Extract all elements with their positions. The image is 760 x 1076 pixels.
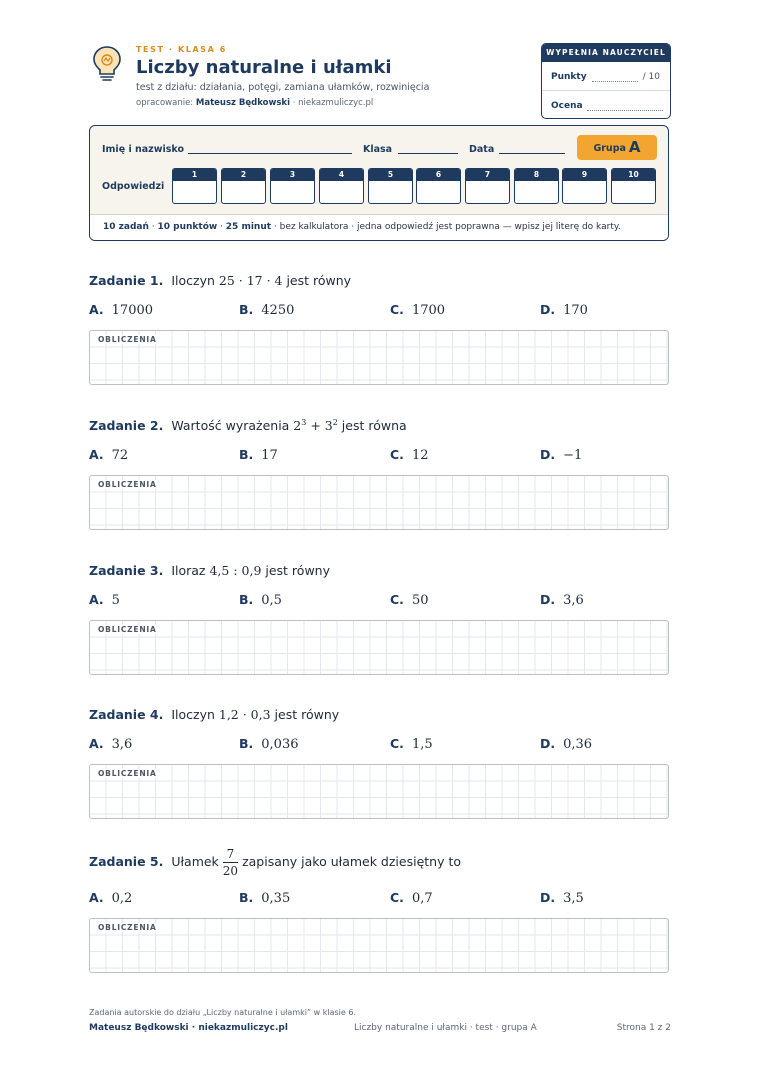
task-1-option-a bbox=[89, 302, 153, 318]
task-number: Zadanie 4. bbox=[89, 707, 164, 722]
option-value: 170 bbox=[563, 303, 588, 318]
base: 2 bbox=[293, 418, 302, 434]
base: 3 bbox=[324, 418, 333, 434]
name-field[interactable] bbox=[188, 153, 352, 154]
points-field[interactable] bbox=[592, 81, 638, 82]
credits-suffix: · niekazmuliczyc.pl bbox=[290, 98, 374, 108]
lightbulb-icon bbox=[90, 44, 124, 82]
option-value: 0,36 bbox=[563, 737, 593, 752]
instr-time: 25 minut bbox=[225, 222, 272, 232]
task-2-option-b bbox=[239, 447, 278, 463]
task-5-option-c bbox=[390, 890, 433, 906]
option-value: −1 bbox=[563, 448, 583, 463]
task-text: Iloczyn bbox=[171, 707, 219, 722]
option-value: 3,6 bbox=[563, 593, 584, 608]
option-value: 0,35 bbox=[261, 891, 291, 906]
task-2-question bbox=[89, 418, 407, 433]
task-5-option-d bbox=[540, 890, 584, 906]
footer-note: Zadania autorskie do działu „Liczby naturalne i ułamki” w klasie 6. bbox=[89, 1008, 356, 1017]
task-text: jest równa bbox=[337, 418, 407, 434]
calc-label: OBLICZENIA bbox=[98, 923, 157, 932]
option-letter: C. bbox=[390, 736, 404, 751]
credits-prefix: opracowanie: bbox=[136, 98, 196, 108]
exponent: 3 bbox=[301, 418, 307, 427]
task-3-option-d bbox=[540, 592, 584, 608]
task-4-option-b bbox=[239, 736, 299, 752]
answer-number: 5 bbox=[369, 169, 412, 181]
option-value: 0,7 bbox=[411, 891, 433, 906]
grade-field[interactable] bbox=[587, 110, 663, 111]
calc-label: OBLICZENIA bbox=[98, 480, 157, 489]
credits-author: Mateusz Będkowski bbox=[195, 98, 291, 108]
points-row bbox=[542, 62, 670, 90]
option-letter: D. bbox=[540, 890, 556, 905]
option-letter: A. bbox=[89, 447, 104, 462]
task-5-question bbox=[89, 846, 461, 879]
task-1-calc-area[interactable] bbox=[89, 330, 669, 385]
option-letter: B. bbox=[239, 447, 254, 462]
option-letter: B. bbox=[239, 890, 254, 905]
answer-number: 3 bbox=[271, 169, 314, 181]
answer-box-7[interactable] bbox=[465, 168, 510, 204]
instr-rest: · bez kalkulatora · jedna odpowiedź jest poprawna — wpisz jej literę do karty. bbox=[271, 222, 621, 232]
answer-number: 9 bbox=[563, 169, 606, 181]
task-text: Ułamek bbox=[171, 854, 219, 869]
exponent: 2 bbox=[332, 418, 338, 427]
task-text: Iloraz bbox=[171, 563, 210, 578]
task-number: Zadanie 5. bbox=[89, 854, 164, 869]
answer-box-10[interactable] bbox=[611, 168, 656, 204]
fraction-numerator: 7 bbox=[226, 847, 235, 861]
class-label: Klasa bbox=[363, 144, 393, 155]
instr-tasks: 10 zadań bbox=[103, 222, 149, 232]
task-number: Zadanie 2. bbox=[89, 418, 164, 434]
option-letter: B. bbox=[239, 736, 254, 751]
option-letter: D. bbox=[540, 592, 556, 607]
answer-box-4[interactable] bbox=[319, 168, 364, 204]
option-value: 5 bbox=[111, 593, 120, 608]
task-math bbox=[293, 418, 338, 433]
option-letter: D. bbox=[540, 736, 556, 751]
teacher-box-heading: WYPEŁNIA NAUCZYCIEL bbox=[542, 44, 670, 62]
answer-box-9[interactable] bbox=[562, 168, 607, 204]
task-3-option-c bbox=[390, 592, 428, 608]
task-math: 25 · 17 · 4 bbox=[218, 273, 283, 288]
task-4-option-a bbox=[89, 736, 132, 752]
option-value: 72 bbox=[111, 448, 129, 463]
task-text: Iloczyn bbox=[171, 273, 219, 288]
task-4-question bbox=[89, 707, 339, 722]
points-label: Punkty bbox=[551, 72, 587, 82]
name-label: Imię i nazwisko bbox=[102, 144, 184, 155]
answer-number: 10 bbox=[612, 169, 655, 181]
answer-box-8[interactable] bbox=[514, 168, 559, 204]
option-letter: B. bbox=[239, 302, 254, 317]
option-letter: C. bbox=[390, 302, 404, 317]
answer-box-3[interactable] bbox=[270, 168, 315, 204]
option-value: 0,5 bbox=[261, 593, 282, 608]
points-max: / 10 bbox=[642, 72, 660, 82]
task-text: jest równy bbox=[270, 707, 340, 722]
task-3-option-b bbox=[239, 592, 282, 608]
option-letter: A. bbox=[89, 890, 104, 905]
credits bbox=[136, 98, 373, 108]
fraction-denominator: 20 bbox=[222, 864, 239, 878]
option-letter: C. bbox=[390, 890, 404, 905]
task-1-question bbox=[89, 273, 351, 288]
answer-box-6[interactable] bbox=[416, 168, 461, 204]
calc-label: OBLICZENIA bbox=[98, 769, 157, 778]
footer-center: Liczby naturalne i ułamki · test · grupa A bbox=[354, 1023, 537, 1033]
option-letter: D. bbox=[540, 302, 556, 317]
answer-number: 6 bbox=[417, 169, 460, 181]
test-kicker: TEST · KLASA 6 bbox=[136, 45, 227, 54]
option-value: 3,6 bbox=[111, 737, 133, 752]
instructions: 10 zadań · 10 punktów · 25 minut · bez kalkulatora · jedna odpowiedź jest poprawna — wpisz jej literę do karty. bbox=[90, 214, 668, 241]
answer-box-1[interactable] bbox=[172, 168, 217, 204]
task-4-option-d bbox=[540, 736, 592, 752]
page-title: Liczby naturalne i ułamki bbox=[136, 57, 392, 78]
student-card bbox=[89, 125, 669, 241]
option-value: 4250 bbox=[261, 303, 295, 318]
task-3-question bbox=[89, 563, 330, 578]
task-5-calc-area[interactable] bbox=[89, 918, 669, 973]
task-2-option-d bbox=[540, 447, 582, 463]
option-letter: C. bbox=[390, 592, 404, 607]
task-3-option-a bbox=[89, 592, 120, 608]
task-number: Zadanie 1. bbox=[89, 273, 164, 288]
task-2-calc-area[interactable] bbox=[89, 475, 669, 530]
option-value: 1,5 bbox=[411, 737, 433, 752]
grade-row bbox=[542, 90, 670, 118]
task-2-option-c bbox=[390, 447, 428, 463]
date-field[interactable] bbox=[499, 153, 565, 154]
task-4-option-c bbox=[390, 736, 433, 752]
teacher-box bbox=[541, 43, 671, 119]
task-text: jest równy bbox=[282, 273, 352, 288]
option-value: 12 bbox=[411, 448, 429, 463]
option-value: 3,5 bbox=[563, 891, 584, 906]
answer-number: 8 bbox=[515, 169, 558, 181]
option-value: 0,036 bbox=[261, 737, 299, 752]
task-text: zapisany jako ułamek dziesiętny to bbox=[242, 854, 462, 869]
task-5-option-b bbox=[239, 890, 290, 906]
group-badge bbox=[577, 135, 657, 160]
option-value: 17000 bbox=[111, 303, 154, 318]
task-text: jest równy bbox=[261, 563, 330, 578]
answer-number: 1 bbox=[173, 169, 216, 181]
option-value: 0,2 bbox=[111, 891, 133, 906]
plus-sign: + bbox=[306, 418, 325, 434]
option-letter: D. bbox=[540, 447, 556, 462]
option-value: 17 bbox=[261, 448, 278, 463]
footer-author: Mateusz Będkowski · niekazmuliczyc.pl bbox=[89, 1023, 288, 1033]
task-fraction bbox=[223, 846, 238, 879]
answer-number: 4 bbox=[320, 169, 363, 181]
task-math: 4,5 : 0,9 bbox=[209, 563, 262, 578]
task-2-option-a bbox=[89, 447, 128, 463]
calc-label: OBLICZENIA bbox=[98, 335, 157, 344]
task-text: Wartość wyrażenia bbox=[171, 418, 294, 434]
answers-label: Odpowiedzi bbox=[102, 181, 165, 192]
task-math: 1,2 · 0,3 bbox=[218, 707, 271, 722]
group-label: Grupa bbox=[593, 143, 626, 154]
option-letter: B. bbox=[239, 592, 254, 607]
answer-number: 2 bbox=[222, 169, 265, 181]
answer-box-5[interactable] bbox=[368, 168, 413, 204]
task-5-option-a bbox=[89, 890, 132, 906]
option-value: 1700 bbox=[411, 303, 446, 318]
task-4-calc-area[interactable] bbox=[89, 764, 669, 819]
option-letter: A. bbox=[89, 302, 104, 317]
instr-points: 10 punktów bbox=[157, 222, 218, 232]
page-number: Strona 1 z 2 bbox=[616, 1023, 671, 1033]
task-1-option-c bbox=[390, 302, 445, 318]
calc-label: OBLICZENIA bbox=[98, 625, 157, 634]
task-1-option-b bbox=[239, 302, 294, 318]
date-label: Data bbox=[469, 144, 495, 155]
option-letter: C. bbox=[390, 447, 404, 462]
task-number: Zadanie 3. bbox=[89, 563, 164, 578]
option-value: 50 bbox=[411, 593, 429, 608]
page-subtitle: test z działu: działania, potęgi, zamiana ułamków, rozwinięcia bbox=[136, 82, 430, 93]
answer-number: 7 bbox=[466, 169, 509, 181]
class-field[interactable] bbox=[398, 153, 458, 154]
group-letter: A bbox=[628, 138, 641, 156]
answer-box-2[interactable] bbox=[221, 168, 266, 204]
grade-label: Ocena bbox=[551, 101, 583, 111]
task-1-option-d bbox=[540, 302, 588, 318]
option-letter: A. bbox=[89, 592, 104, 607]
task-3-calc-area[interactable] bbox=[89, 620, 669, 675]
option-letter: A. bbox=[89, 736, 104, 751]
